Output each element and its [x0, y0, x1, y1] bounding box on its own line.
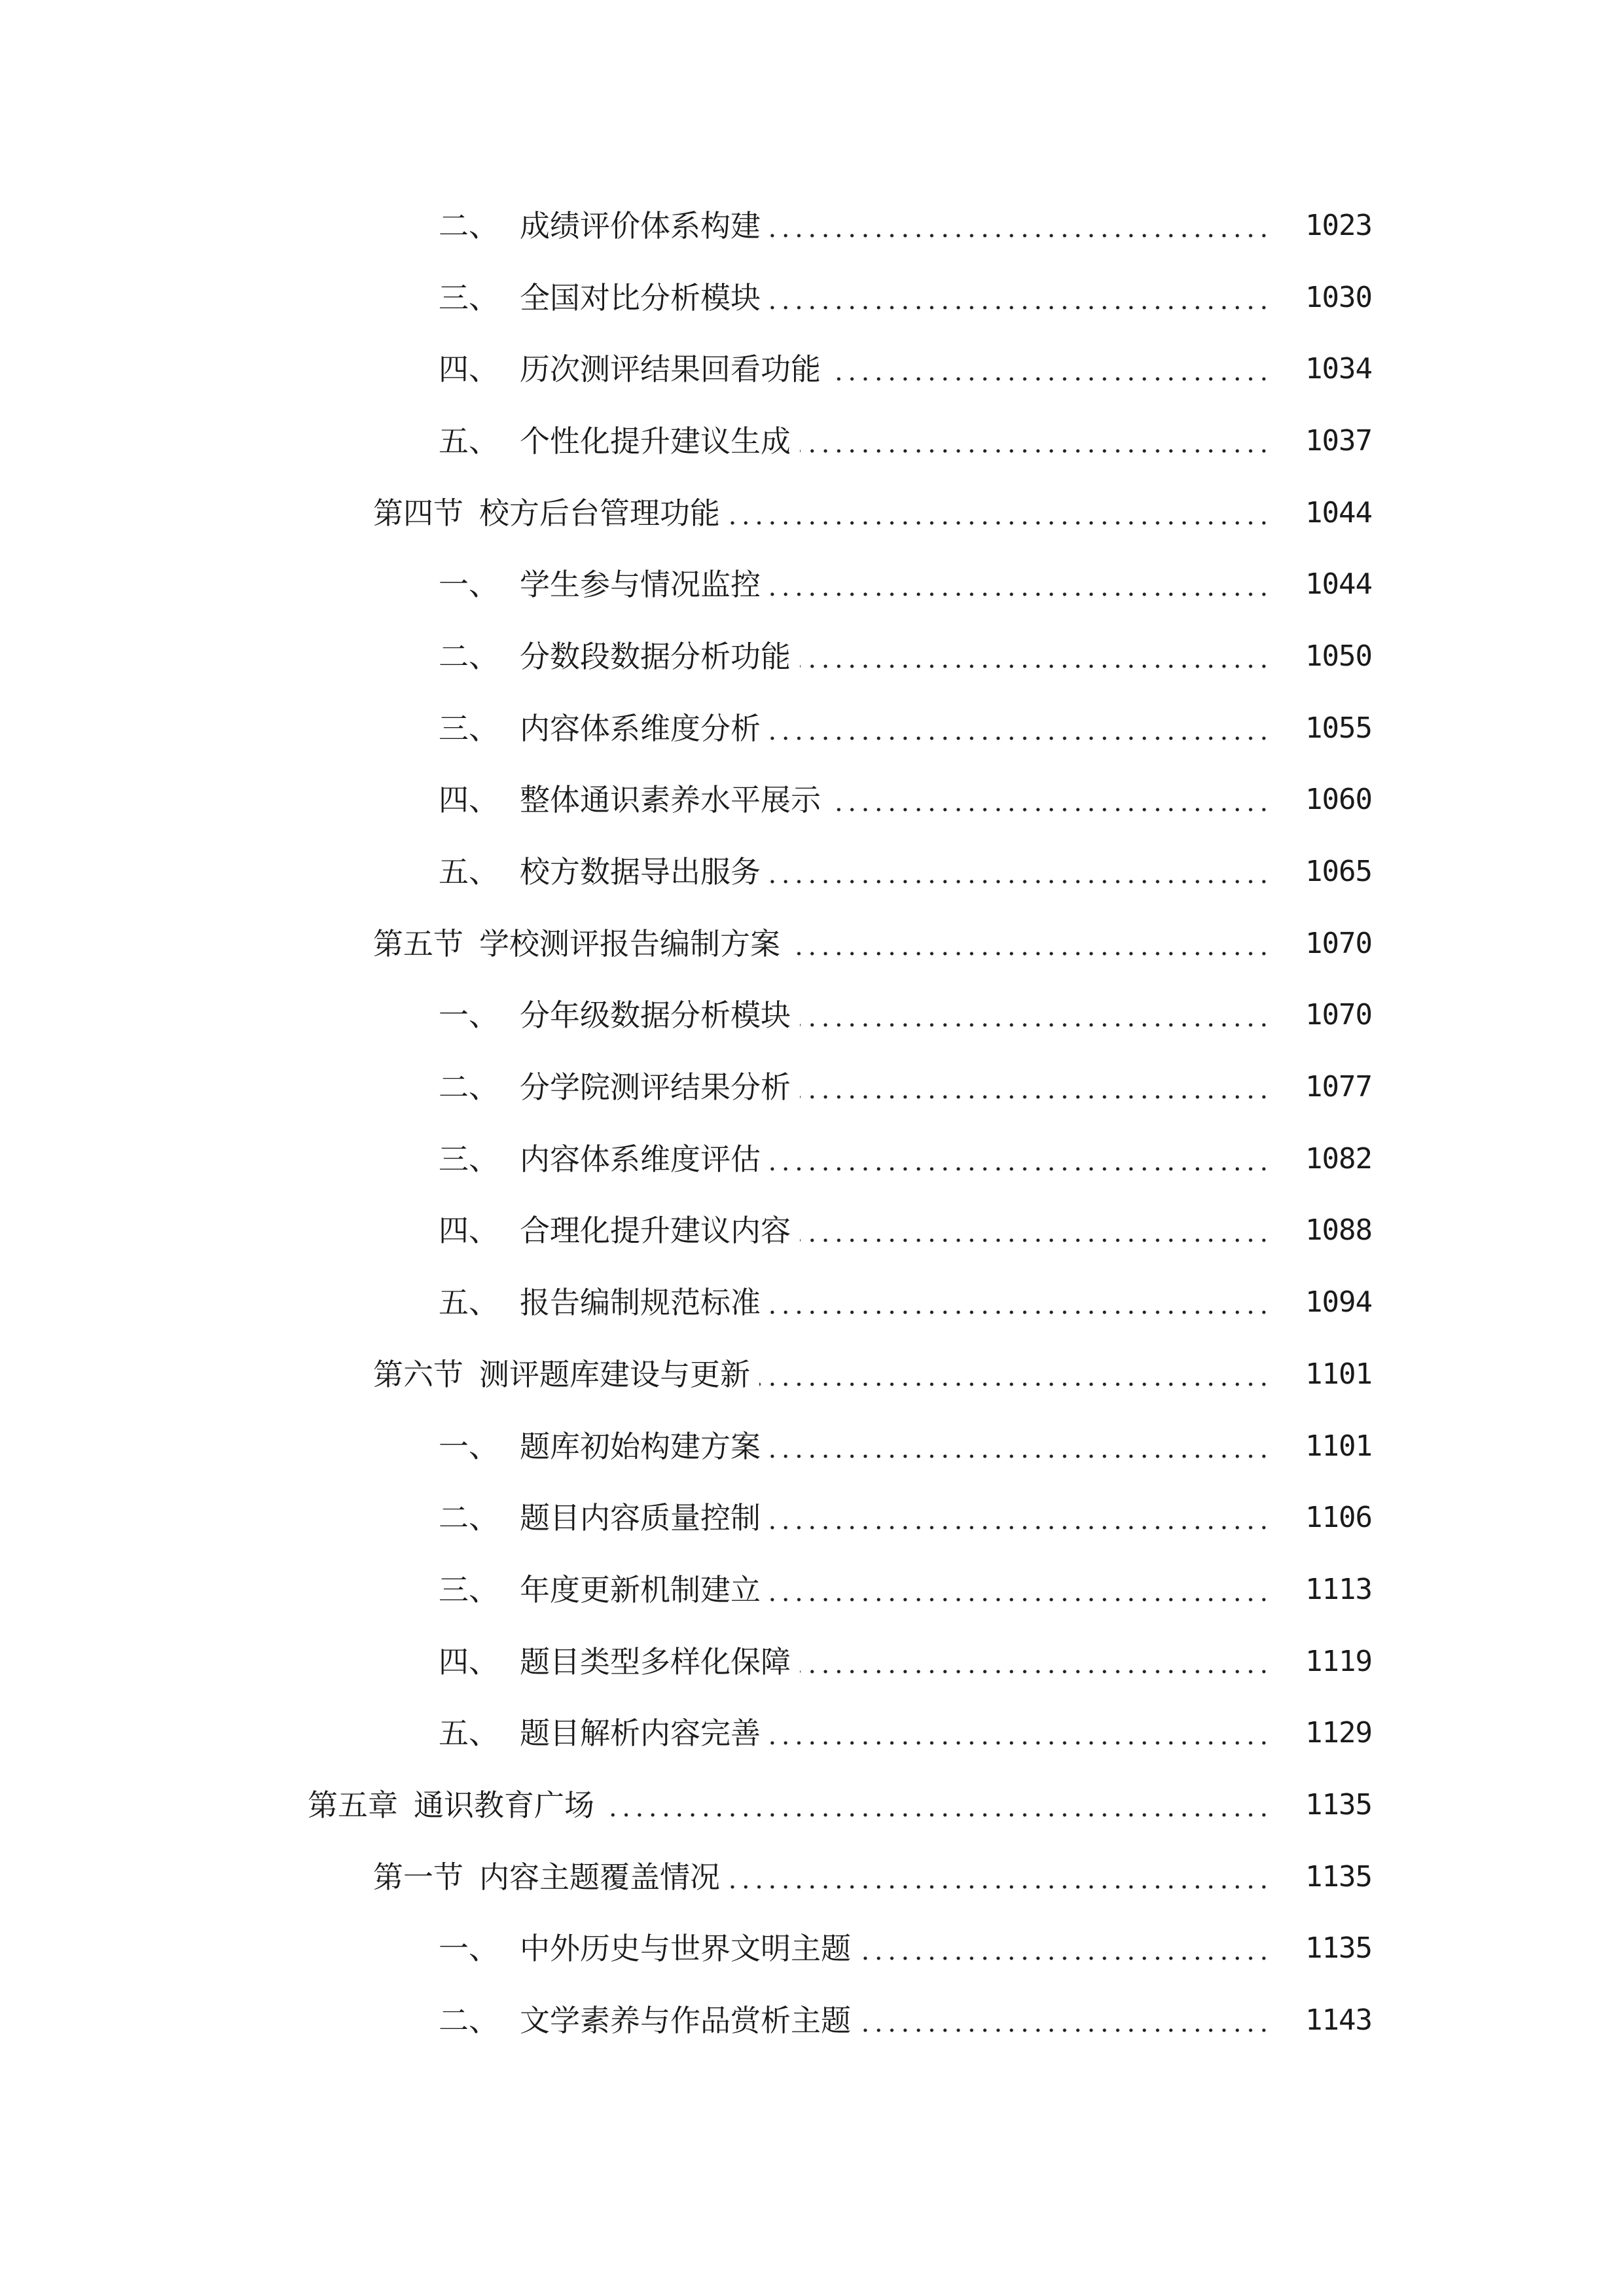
toc-entry-label	[439, 1213, 791, 1249]
toc-entry[interactable]	[0, 620, 1624, 692]
toc-entry-label	[439, 1643, 791, 1679]
toc-entry-title: 测评题库建设与更新	[479, 1356, 750, 1392]
toc-entry[interactable]	[0, 1410, 1624, 1482]
toc-entry-number: 四、	[439, 1213, 499, 1249]
toc-entry-number: 三、	[439, 279, 499, 315]
dot-leader	[770, 1503, 1271, 1533]
toc-entry-title: 题目类型多样化保障	[520, 1643, 791, 1679]
dot-leader	[770, 1575, 1271, 1605]
toc-entry-title: 分学院测评结果分析	[520, 1069, 791, 1105]
toc-entry-label	[439, 279, 761, 315]
dot-leader	[770, 1718, 1271, 1748]
toc-entry[interactable]	[0, 1841, 1624, 1913]
toc-entry[interactable]	[0, 836, 1624, 908]
toc-entry-page-number: 1143	[1305, 2003, 1372, 2037]
toc-entry-label	[439, 567, 761, 603]
toc-entry[interactable]	[0, 1195, 1624, 1267]
toc-entry-title: 内容主题覆盖情况	[479, 1859, 720, 1895]
dot-leader	[604, 1790, 1271, 1820]
toc-entry-page-number: 1135	[1305, 1931, 1372, 1965]
toc-entry-page-number: 1034	[1305, 352, 1372, 386]
dot-leader	[860, 2005, 1271, 2036]
toc-entry-page-number: 1101	[1305, 1357, 1372, 1391]
dot-leader	[830, 354, 1271, 384]
dot-leader	[830, 785, 1271, 815]
toc-entry[interactable]	[0, 1123, 1624, 1195]
toc-entry-page-number: 1101	[1305, 1429, 1372, 1463]
toc-entry-number: 一、	[439, 1931, 499, 1967]
toc-entry-label	[439, 854, 761, 890]
toc-entry-title: 通识教育广场	[414, 1787, 594, 1823]
toc-entry-label	[439, 1141, 761, 1177]
toc-entry-number: 五、	[439, 1285, 499, 1321]
toc-entry-number: 三、	[439, 710, 499, 746]
toc-entry-label	[439, 207, 761, 243]
toc-entry-label	[439, 638, 791, 674]
toc-entry-label	[439, 1428, 761, 1464]
toc-entry-number: 第五章	[308, 1787, 398, 1823]
toc-entry[interactable]	[0, 190, 1624, 262]
dot-leader	[770, 857, 1271, 887]
toc-entry-number: 五、	[439, 854, 499, 890]
toc-entry-label	[439, 782, 821, 818]
dot-leader	[770, 569, 1271, 600]
toc-entry-page-number: 1094	[1305, 1285, 1372, 1319]
toc-entry[interactable]	[0, 262, 1624, 334]
toc-entry[interactable]	[0, 477, 1624, 549]
dot-leader	[770, 1287, 1271, 1318]
toc-entry[interactable]	[0, 1626, 1624, 1698]
toc-entry[interactable]	[0, 980, 1624, 1052]
toc-entry-page-number: 1119	[1305, 1644, 1372, 1678]
toc-entry-page-number: 1055	[1305, 711, 1372, 745]
toc-entry-number: 第四节	[373, 495, 463, 531]
toc-entry[interactable]	[0, 1984, 1624, 2056]
toc-entry-page-number: 1070	[1305, 926, 1372, 960]
toc-entry-title: 成绩评价体系构建	[520, 207, 761, 243]
toc-entry-title: 个性化提升建议生成	[520, 423, 791, 459]
toc-entry-label	[439, 1285, 761, 1321]
toc-entry-number: 三、	[439, 1141, 499, 1177]
toc-entry-title: 学生参与情况监控	[520, 567, 761, 603]
toc-entry-label	[373, 1356, 750, 1392]
toc-entry[interactable]	[0, 908, 1624, 980]
toc-entry-label	[439, 1931, 851, 1967]
toc-entry-title: 中外历史与世界文明主题	[520, 1931, 851, 1967]
toc-entry-label	[439, 1715, 761, 1751]
toc-entry-page-number: 1044	[1305, 567, 1372, 601]
toc-entry-title: 题目解析内容完善	[520, 1715, 761, 1751]
dot-leader	[729, 1862, 1271, 1892]
toc-entry-number: 四、	[439, 782, 499, 818]
toc-entry-label	[439, 1069, 791, 1105]
toc-entry[interactable]	[0, 764, 1624, 836]
toc-entry-page-number: 1044	[1305, 495, 1372, 529]
toc-entry[interactable]	[0, 1697, 1624, 1769]
toc-entry-page-number: 1077	[1305, 1070, 1372, 1104]
toc-entry-number: 第六节	[373, 1356, 463, 1392]
toc-entry-number: 四、	[439, 351, 499, 387]
toc-entry[interactable]	[0, 548, 1624, 620]
toc-entry-title: 题目内容质量控制	[520, 1500, 761, 1536]
toc-entry-page-number: 1088	[1305, 1213, 1372, 1247]
toc-entry-label	[439, 1571, 761, 1607]
toc-entry-number: 第一节	[373, 1859, 463, 1895]
toc-entry-number: 四、	[439, 1643, 499, 1679]
toc-entry-page-number: 1070	[1305, 998, 1372, 1032]
table-of-contents	[0, 190, 1624, 2056]
dot-leader	[770, 1144, 1271, 1174]
toc-entry-label	[439, 2003, 851, 2039]
toc-entry-label	[308, 1787, 594, 1823]
toc-entry-number: 二、	[439, 1069, 499, 1105]
toc-entry-title: 历次测评结果回看功能	[520, 351, 821, 387]
toc-entry-label	[373, 1859, 720, 1895]
toc-entry-page-number: 1065	[1305, 855, 1372, 889]
toc-entry-label	[439, 423, 791, 459]
toc-entry[interactable]	[0, 1913, 1624, 1985]
dot-leader	[800, 426, 1271, 456]
toc-entry-label	[373, 925, 780, 961]
toc-entry[interactable]	[0, 1482, 1624, 1554]
dot-leader	[800, 641, 1271, 672]
toc-entry-number: 一、	[439, 567, 499, 603]
toc-entry[interactable]	[0, 1554, 1624, 1626]
toc-entry-page-number: 1113	[1305, 1572, 1372, 1606]
dot-leader	[770, 211, 1271, 241]
toc-entry-title: 校方后台管理功能	[479, 495, 720, 531]
toc-entry[interactable]	[0, 1051, 1624, 1123]
dot-leader	[770, 713, 1271, 744]
toc-entry-title: 文学素养与作品赏析主题	[520, 2003, 851, 2039]
toc-entry-title: 全国对比分析模块	[520, 279, 761, 315]
toc-entry-number: 三、	[439, 1571, 499, 1607]
dot-leader	[800, 1072, 1271, 1102]
toc-entry-label	[439, 351, 821, 387]
toc-entry-number: 二、	[439, 638, 499, 674]
toc-entry-title: 内容体系维度分析	[520, 710, 761, 746]
toc-entry[interactable]	[0, 1266, 1624, 1338]
dot-leader	[770, 283, 1271, 313]
toc-entry-number: 五、	[439, 423, 499, 459]
toc-entry-page-number: 1050	[1305, 639, 1372, 673]
dot-leader	[800, 1000, 1271, 1030]
toc-entry-page-number: 1023	[1305, 208, 1372, 242]
toc-entry-title: 学校测评报告编制方案	[479, 925, 780, 961]
dot-leader	[770, 1431, 1271, 1462]
toc-entry-title: 题库初始构建方案	[520, 1428, 761, 1464]
dot-leader	[789, 929, 1271, 959]
dot-leader	[800, 1647, 1271, 1677]
toc-entry-page-number: 1082	[1305, 1141, 1372, 1175]
toc-entry-label	[439, 997, 791, 1033]
toc-entry[interactable]	[0, 333, 1624, 405]
toc-entry-label	[373, 495, 720, 531]
toc-entry-page-number: 1135	[1305, 1787, 1372, 1821]
toc-entry-title: 分年级数据分析模块	[520, 997, 791, 1033]
toc-entry-page-number: 1106	[1305, 1501, 1372, 1535]
dot-leader	[800, 1215, 1271, 1246]
toc-entry[interactable]	[0, 1769, 1624, 1841]
toc-entry-number: 一、	[439, 997, 499, 1033]
toc-entry-number: 二、	[439, 207, 499, 243]
toc-entry-page-number: 1060	[1305, 783, 1372, 817]
toc-entry-number: 第五节	[373, 925, 463, 961]
toc-entry-number: 五、	[439, 1715, 499, 1751]
dot-leader	[759, 1359, 1271, 1390]
toc-entry-title: 内容体系维度评估	[520, 1141, 761, 1177]
toc-entry[interactable]	[0, 405, 1624, 477]
toc-entry-number: 二、	[439, 1500, 499, 1536]
toc-entry-title: 年度更新机制建立	[520, 1571, 761, 1607]
dot-leader	[729, 498, 1271, 528]
toc-entry-page-number: 1129	[1305, 1716, 1372, 1750]
toc-entry-label	[439, 710, 761, 746]
toc-entry-number: 二、	[439, 2003, 499, 2039]
toc-entry[interactable]	[0, 692, 1624, 764]
toc-entry-page-number: 1030	[1305, 280, 1372, 314]
toc-entry-title: 报告编制规范标准	[520, 1285, 761, 1321]
dot-leader	[860, 1933, 1271, 1964]
toc-entry-number: 一、	[439, 1428, 499, 1464]
toc-entry-title: 整体通识素养水平展示	[520, 782, 821, 818]
toc-entry-page-number: 1135	[1305, 1859, 1372, 1893]
toc-entry-title: 合理化提升建议内容	[520, 1213, 791, 1249]
toc-entry-title: 分数段数据分析功能	[520, 638, 791, 674]
toc-entry-page-number: 1037	[1305, 423, 1372, 457]
toc-entry[interactable]	[0, 1338, 1624, 1410]
toc-entry-title: 校方数据导出服务	[520, 854, 761, 890]
toc-entry-label	[439, 1500, 761, 1536]
